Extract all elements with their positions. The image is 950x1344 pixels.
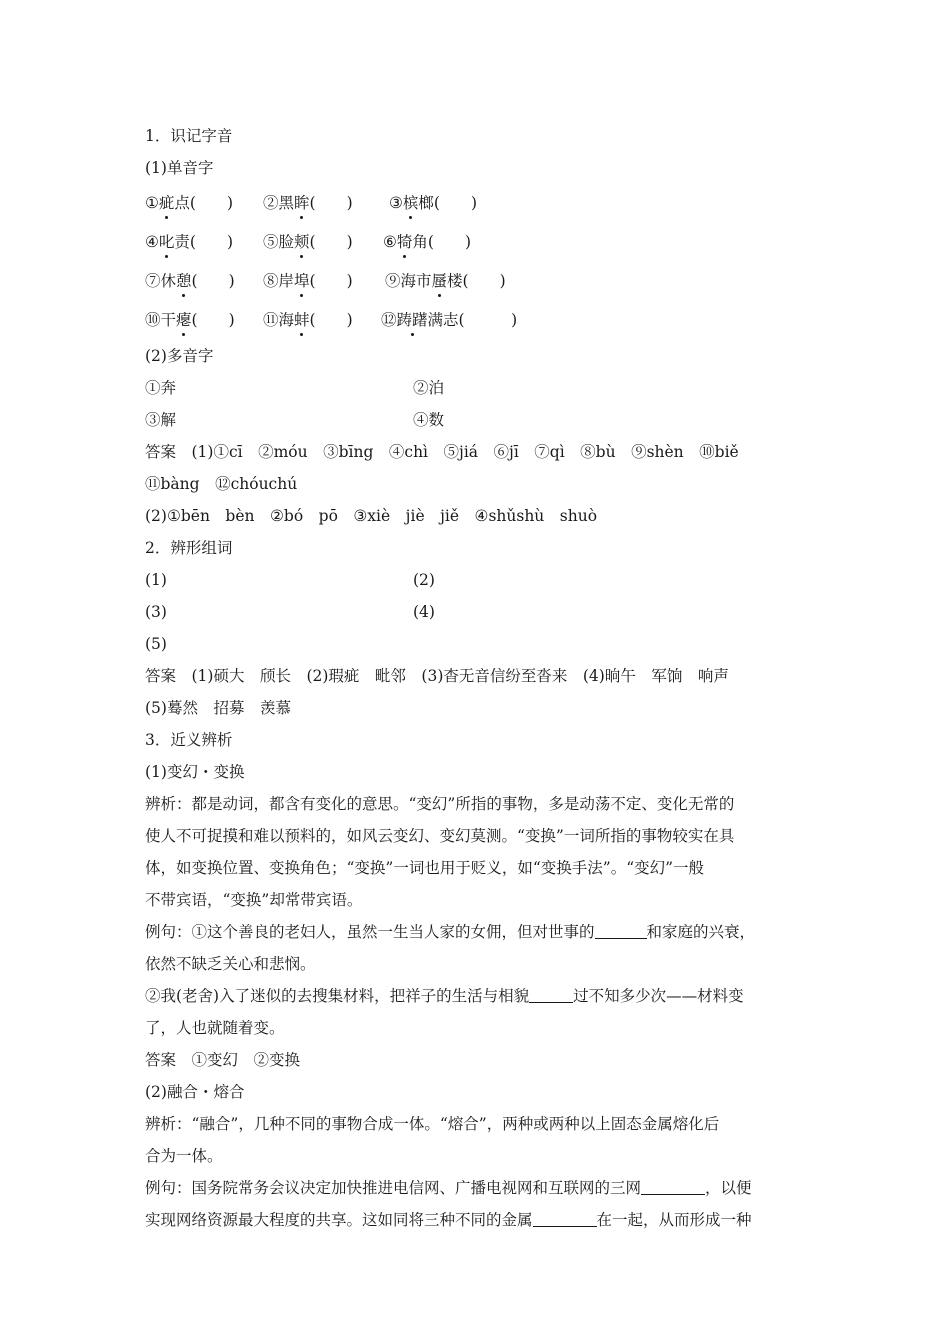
multi-sound-title: (2)多音字	[145, 347, 214, 365]
item: ⑦休憩( )	[145, 262, 235, 301]
single-sound-title: (1)单音字	[145, 159, 214, 177]
analysis-line: 使人不可捉摸和难以预料的，如风云变幻、变幻莫测。“变换”一词所指的事物较实在具	[145, 827, 735, 845]
multi-sound-row	[145, 404, 810, 436]
answer-line: (2)①bēn bèn ②bó pō ③xiè jiè jiě ④shǔshù shuò	[145, 507, 598, 525]
fill-blank	[529, 984, 573, 1003]
item: ⑤脸颊( )	[263, 223, 353, 262]
analysis-line: 体，如变换位置、变换角色；“变换”一词也用于贬义，如“变换手法”。“变幻”一般	[145, 859, 705, 877]
section-3-title: 3．近义辨析	[145, 731, 233, 749]
fill-blank	[533, 1208, 597, 1227]
item: ③解	[145, 411, 177, 429]
subsection-title: (1)变幻・变换	[145, 763, 245, 781]
example-line: ②我(老舍)入了迷似的去搜集材料，把祥子的生活与相貌 过不知多少次——材料变	[145, 980, 810, 1012]
example-line: 例句：国务院常务会议决定加快推进电信网、广播电视网和互联网的三网 ，以便	[145, 1172, 810, 1204]
item: ④数	[413, 411, 445, 429]
item: ⑪海蚌( )	[263, 301, 353, 340]
item: (3)	[145, 603, 167, 621]
item: ⑨海市蜃楼( )	[385, 262, 506, 301]
analysis-line: 辨析：都是动词，都含有变化的意思。“变幻”所指的事物，多是动荡不定、变化无常的	[145, 795, 735, 813]
item: ⑧岸埠( )	[263, 262, 353, 301]
example-line: 例句：①这个善良的老妇人，虽然一生当人家的女佣，但对世事的 和家庭的兴衰，	[145, 916, 810, 948]
item: (2)	[413, 571, 435, 589]
example-line: 了，人也就随着变。	[145, 1019, 285, 1037]
single-sound-row	[145, 184, 810, 223]
section-2-title: 2．辨形组词	[145, 539, 233, 557]
item: (4)	[413, 603, 435, 621]
item: ④叱责( )	[145, 223, 233, 262]
analysis-line: 辨析：“融合”，几种不同的事物合成一体。“熔合”，两种或两种以上固态金属熔化后	[145, 1115, 720, 1133]
example-line: 实现网络资源最大程度的共享。这如同将三种不同的金属 在一起，从而形成一种	[145, 1204, 810, 1236]
answer-line: 答案 (1)①cī ②móu ③bīng ④chì ⑤jiá ⑥jī ⑦qì ⑧bù ⑨shèn ⑩biě	[145, 443, 739, 461]
item: ①疵点( )	[145, 184, 233, 223]
fill-blank	[641, 1176, 705, 1195]
single-sound-row	[145, 301, 810, 340]
section-1-title: 1．识记字音	[145, 127, 233, 145]
answer-line: 答案 ①变幻 ②变换	[145, 1051, 301, 1069]
item: ⑥犄角( )	[383, 223, 471, 262]
answer-line: ⑪bàng ⑫chóuchú	[145, 475, 298, 493]
item: ⑩干瘪( )	[145, 301, 235, 340]
analysis-line: 合为一体。	[145, 1147, 223, 1165]
item: (1)	[145, 571, 167, 589]
word-form-row	[145, 628, 810, 660]
answer-line: (5)蓦然 招募 羡慕	[145, 699, 291, 717]
single-sound-row	[145, 223, 810, 262]
item: ②泊	[413, 379, 445, 397]
item: ③槟榔( )	[389, 184, 477, 223]
item: ①奔	[145, 379, 177, 397]
single-sound-row	[145, 262, 810, 301]
word-form-row	[145, 564, 810, 596]
multi-sound-row	[145, 372, 810, 404]
item: ②黑眸( )	[263, 184, 353, 223]
document-page	[145, 120, 810, 1236]
fill-blank	[595, 920, 647, 939]
word-form-row	[145, 596, 810, 628]
example-line: 依然不缺乏关心和悲悯。	[145, 955, 316, 973]
item: ⑫踌躇满志( )	[381, 301, 517, 340]
subsection-title: (2)融合・熔合	[145, 1083, 245, 1101]
item: (5)	[145, 635, 167, 653]
answer-line: 答案 (1)硕大 颀长 (2)瑕疵 毗邻 (3)杳无音信纷至沓来 (4)晌午 军饷 响声	[145, 667, 729, 685]
analysis-line: 不带宾语，“变换”却常带宾语。	[145, 891, 363, 909]
